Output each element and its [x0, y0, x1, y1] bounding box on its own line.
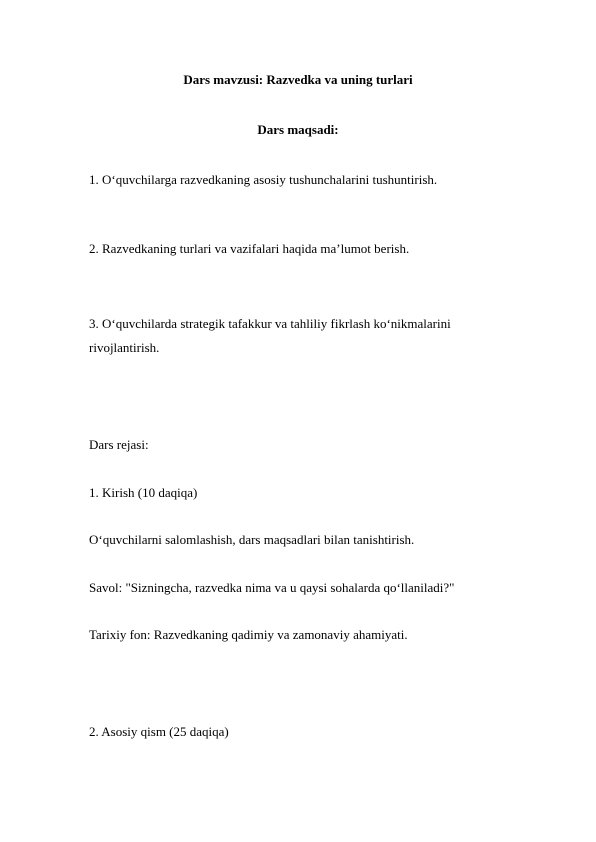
plan-line-greeting: O‘quvchilarni salomlashish, dars maqsadlari bilan tanishtirish. [89, 532, 415, 547]
goal-item-3-continuation: rivojlantirish. [89, 340, 160, 355]
plan-heading: Dars rejasi: [89, 437, 149, 452]
goal-item-2: 2. Razvedkaning turlari va vazifalari haqida ma’lumot berish. [89, 241, 410, 256]
plan-line-question: Savol: "Sizningcha, razvedka nima va u qaysi sohalarda qo‘llaniladi?" [89, 580, 455, 595]
document-title: Dars mavzusi: Razvedka va uning turlari [183, 72, 413, 87]
goal-item-3: 3. O‘quvchilarda strategik tafakkur va tahliliy fikrlash ko‘nikmalarini [89, 316, 451, 331]
plan-line-history: Tarixiy fon: Razvedkaning qadimiy va zamonaviy ahamiyati. [89, 627, 408, 642]
plan-item-main: 2. Asosiy qism (25 daqiqa) [89, 724, 229, 739]
plan-item-intro: 1. Kirish (10 daqiqa) [89, 485, 198, 500]
goal-item-1: 1. O‘quvchilarga razvedkaning asosiy tushunchalarini tushuntirish. [89, 172, 438, 187]
goals-heading: Dars maqsadi: [257, 122, 339, 137]
